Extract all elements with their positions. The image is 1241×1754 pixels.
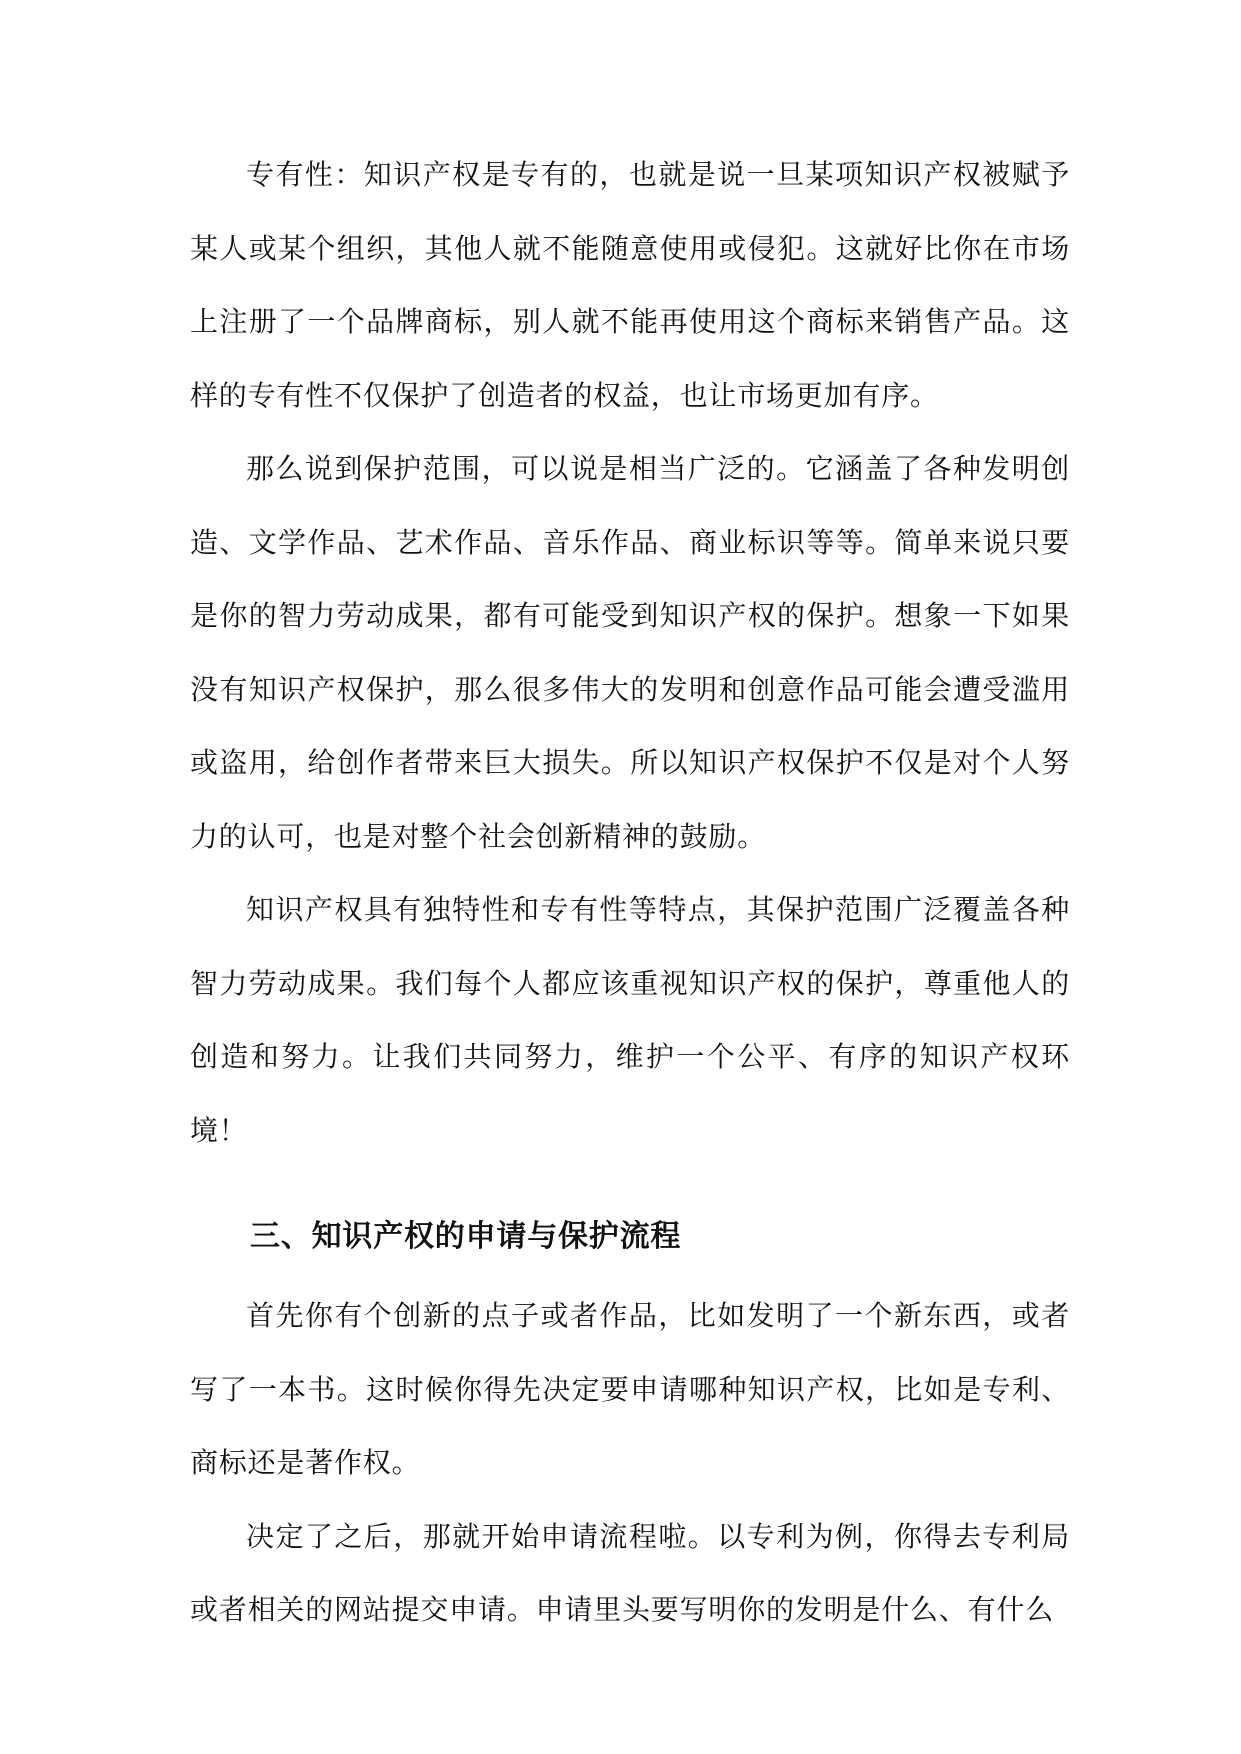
paragraph-exclusivity: 专有性：知识产权是专有的，也就是说一旦某项知识产权被赋予某人或某个组织，其他人就不能随意使用或侵犯。这就好比你在市场上注册了一个品牌商标，别人就不能再使用这个商标来销售产品。这样的专有性不仅保护了创造者的权益，也让市场更加有序。	[190, 158, 1070, 412]
paragraph-application-start: 首先你有个创新的点子或者作品，比如发明了一个新东西，或者写了一本书。这时候你得先决定要申请哪种知识产权，比如是专利、商标还是著作权。	[190, 1299, 1070, 1479]
paragraph-application-process: 决定了之后，那就开始申请流程啦。以专利为例，你得去专利局或者相关的网站提交申请。申请里头要写明你的发明是什么、有什么	[190, 1519, 1070, 1626]
paragraph-protection-scope: 那么说到保护范围，可以说是相当广泛的。它涵盖了各种发明创造、文学作品、艺术作品、音乐作品、商业标识等等。简单来说只要是你的智力劳动成果，都有可能受到知识产权的保护。想象一下如果没有知识产权保护，那么很多伟大的发明和创意作品可能会遭受滥用或盗用，给创作者带来巨大损失。所以知识产权保护不仅是对个人努力的认可，也是对整个社会创新精神的鼓励。	[190, 452, 1070, 853]
paragraph-summary: 知识产权具有独特性和专有性等特点，其保护范围广泛覆盖各种智力劳动成果。我们每个人都应该重视知识产权的保护，尊重他人的创造和努力。让我们共同努力，维护一个公平、有序的知识产权环境！	[190, 893, 1070, 1147]
section-heading: 三、知识产权的申请与保护流程	[250, 1219, 682, 1254]
document-body	[190, 138, 1070, 1647]
